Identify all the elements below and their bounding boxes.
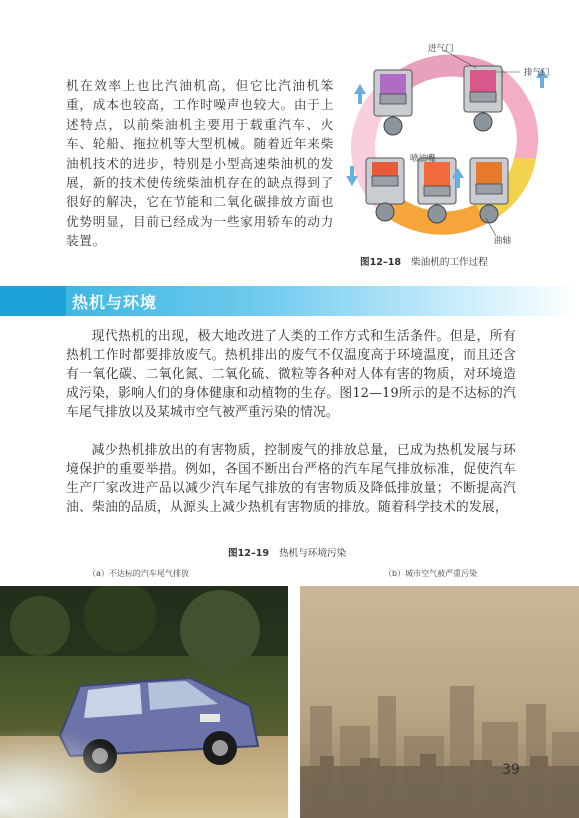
car-exhaust-photo <box>0 586 288 818</box>
cylinder-top-left <box>374 70 412 135</box>
section-title: 热机与环境 <box>72 293 158 312</box>
photo-b-caption: （b）城市空气被严重污染 <box>384 569 478 578</box>
crankshaft-label: 曲轴 <box>494 236 512 246</box>
figure-title: 热机与环境污染 <box>279 548 347 559</box>
section-header-accent <box>0 286 66 316</box>
top-paragraph: 机在效率上也比汽油机高，但它比汽油机笨重，成本也较高，工作时噪声也较大。由于上述特点，以前柴油机主要用于载重汽车、火车、轮船、拖拉机等大型机械。随着近年来柴油机技术的进步，特别是小型高速柴油机的发展，新的技术使传统柴油机存在的缺点得到了很好的解决，它在节能和二氧化碳排放方面也优势明显，目前已经成为一些家用轿车的动力装置。 <box>66 78 334 249</box>
figure-12-19-caption <box>228 545 346 559</box>
exhaust-valve-label: 排气门 <box>524 68 550 78</box>
figure-12-18-caption <box>360 254 488 268</box>
cylinder-top-right <box>464 66 502 131</box>
polluted-city-photo <box>300 586 579 818</box>
photo-a-caption: （a）不达标的汽车尾气排放 <box>88 569 189 578</box>
figure-title: 柴油机的工作过程 <box>411 257 488 268</box>
body-paragraph-1: 现代热机的出现，极大地改进了人类的工作方式和生活条件。但是，所有热机工作时都要排放废气。热机排出的废气不仅温度高于环境温度，而且还含有一氧化碳、二氧化氮、二氧化硫、微粒等各种对人体有害的物质，对环境造成污染，影响人们的身体健康和动植物的生存。图12—19所示的是不达标的汽车尾气排放以及某城市空气被严重污染的情况。 <box>66 329 516 420</box>
body-paragraph-2: 减少热机排放出的有害物质，控制废气的排放总量，已成为热机发展与环境保护的重要举措。例如，各国不断出台严格的汽车尾气排放标准，促使汽车生产厂家改进产品以减少汽车尾气排放的有害物质及降低排放量；不断提高汽油、柴油的品质，从源头上减少热机有害物质的排放。随着科学技术的发展， <box>66 443 516 515</box>
page-number: 39 <box>502 762 520 778</box>
diesel-engine-diagram <box>336 44 568 246</box>
section-header <box>0 286 579 316</box>
figure-number: 图12–18 <box>360 257 402 268</box>
up-arrow-icon <box>354 84 366 104</box>
figure-number: 图12–19 <box>228 548 270 559</box>
intake-valve-label: 进气门 <box>428 44 454 54</box>
injector-label: 喷油嘴 <box>410 154 436 164</box>
